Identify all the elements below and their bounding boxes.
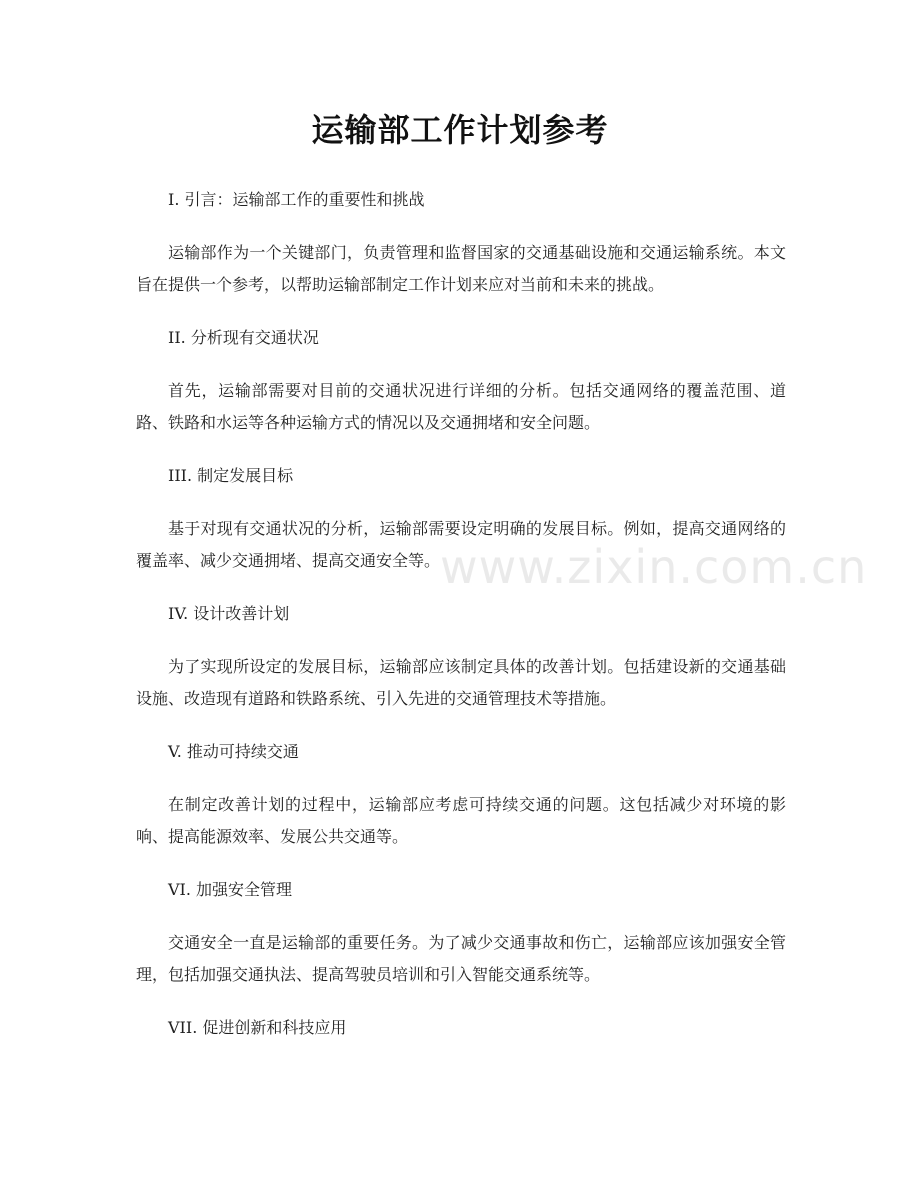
section-heading-2: II. 分析现有交通状况 <box>168 328 319 347</box>
watermark: www.zixin.com.cn <box>440 540 868 594</box>
section-heading-3: III. 制定发展目标 <box>168 466 294 485</box>
section-heading-4: IV. 设计改善计划 <box>168 604 290 623</box>
section-body-2: 首先，运输部需要对目前的交通状况进行详细的分析。包括交通网络的覆盖范围、道路、铁路和水运等各种运输方式的情况以及交通拥堵和安全问题。 <box>136 381 786 432</box>
section-heading-5: V. 推动可持续交通 <box>168 742 299 761</box>
section-body-5: 在制定改善计划的过程中，运输部应考虑可持续交通的问题。这包括减少对环境的影响、提高能源效率、发展公共交通等。 <box>136 795 786 846</box>
document-body <box>136 184 786 1044</box>
section-heading-1: I. 引言：运输部工作的重要性和挑战 <box>168 190 425 209</box>
section-heading-7: VII. 促进创新和科技应用 <box>168 1018 347 1037</box>
section-body-3: 基于对现有交通状况的分析，运输部需要设定明确的发展目标。例如，提高交通网络的覆盖率、减少交通拥堵、提高交通安全等。 <box>136 519 786 570</box>
section-body-1: 运输部作为一个关键部门，负责管理和监督国家的交通基础设施和交通运输系统。本文旨在提供一个参考，以帮助运输部制定工作计划来应对当前和未来的挑战。 <box>136 243 786 294</box>
page-title: 运输部工作计划参考 <box>311 111 609 149</box>
section-body-4: 为了实现所设定的发展目标，运输部应该制定具体的改善计划。包括建设新的交通基础设施、改造现有道路和铁路系统、引入先进的交通管理技术等措施。 <box>136 657 786 708</box>
section-body-6: 交通安全一直是运输部的重要任务。为了减少交通事故和伤亡，运输部应该加强安全管理，包括加强交通执法、提高驾驶员培训和引入智能交通系统等。 <box>136 933 786 984</box>
section-heading-6: VI. 加强安全管理 <box>168 880 293 899</box>
